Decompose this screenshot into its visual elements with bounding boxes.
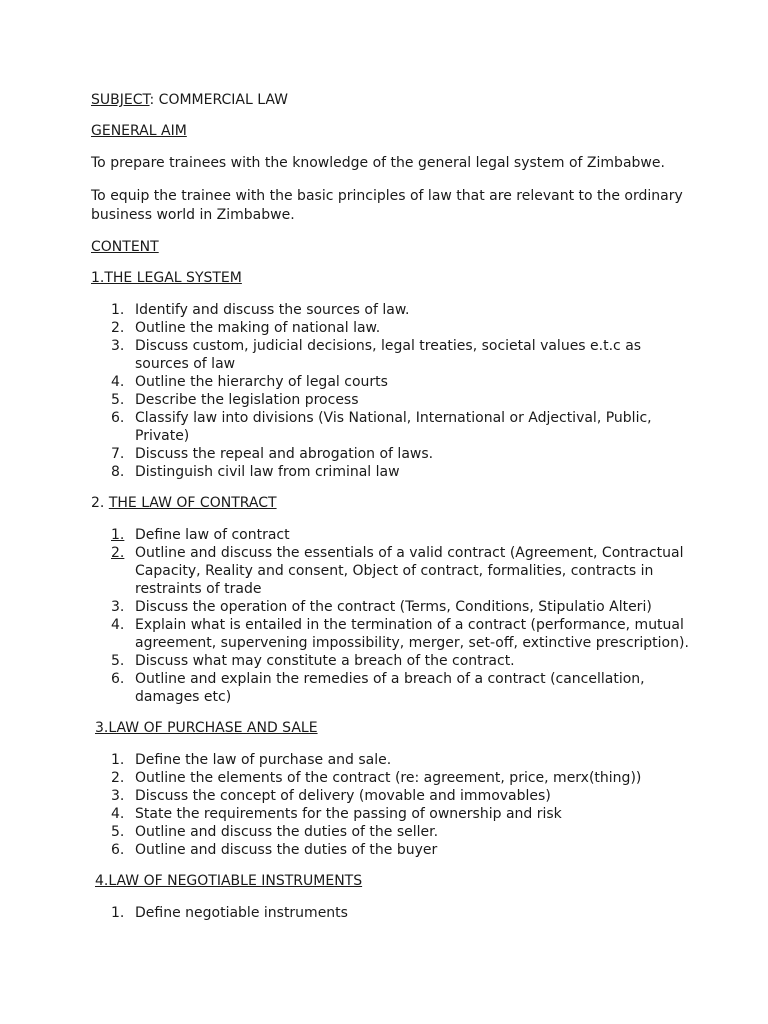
general-aim-heading: GENERAL AIM [91,123,187,139]
list-item-text: Outline and discuss the essentials of a valid contract (Agreement, Contractual Capacity, Reality and consent, Object of contract, formalities, contracts in restraints of trade [135,545,684,597]
list-item [91,445,691,463]
list-item-text: Describe the legislation process [135,392,359,408]
subject-label: SUBJECT [91,92,150,108]
section2-list [91,526,691,706]
general-aim-paragraph-1: To prepare trainees with the knowledge of the general legal system of Zimbabwe. [91,155,665,171]
list-item-text: Classify law into divisions (Vis National, International or Adjectival, Public, Private) [135,410,652,444]
section2-prefix: 2. [91,495,109,511]
section4-list [91,904,691,922]
list-item-number: 3. [111,338,125,354]
list-item-text: Discuss the repeal and abrogation of laws. [135,446,434,462]
section2-heading-line [91,495,691,512]
list-item [91,652,691,670]
list-item-number: 5. [111,824,125,840]
list-item-number: 7. [111,446,125,462]
list-item [91,670,691,706]
list-item-text: Define negotiable instruments [135,905,348,921]
list-item-number: 5. [111,392,125,408]
list-item-number: 2. [111,545,125,561]
list-item-text: Outline and discuss the duties of the buyer [135,842,438,858]
list-item-number: 4. [111,806,125,822]
section3-list [91,751,691,859]
list-item-number: 8. [111,464,125,480]
list-item [91,787,691,805]
list-item [91,841,691,859]
list-item [91,769,691,787]
list-item-text: Discuss custom, judicial decisions, legal treaties, societal values e.t.c as sources of law [135,338,642,372]
list-item-number: 1. [111,752,125,768]
list-item-number: 1. [111,302,125,318]
list-item [91,526,691,544]
section4-heading: 4.LAW OF NEGOTIABLE INSTRUMENTS [95,873,363,889]
list-item-text: Define law of contract [135,527,290,543]
content-heading: CONTENT [91,239,159,255]
section1-heading-line [91,270,691,287]
list-item [91,337,691,373]
list-item-number: 6. [111,410,125,426]
list-item-number: 6. [111,671,125,687]
list-item-number: 1. [111,527,125,543]
section2-heading: THE LAW OF CONTRACT [108,495,277,511]
section1-list [91,301,691,481]
section1-heading: 1.THE LEGAL SYSTEM [91,270,242,286]
list-item [91,823,691,841]
list-item [91,409,691,445]
list-item-number: 2. [111,770,125,786]
section3-heading: 3.LAW OF PURCHASE AND SALE [95,720,318,736]
list-item-text: Identify and discuss the sources of law. [135,302,410,318]
list-item-number: 4. [111,617,125,633]
list-item-number: 3. [111,788,125,804]
list-item [91,616,691,652]
list-item-text: Explain what is entailed in the termination of a contract (performance, mutual agreement, supervening impossibility, merger, set-off, extinctive prescription). [135,617,689,651]
content-heading-line [91,239,691,256]
list-item-number: 3. [111,599,125,615]
section3-heading-line [91,720,691,737]
list-item-text: Define the law of purchase and sale. [135,752,392,768]
subject-line [91,92,691,109]
list-item-number: 5. [111,653,125,669]
general-aim-paragraph-2: To equip the trainee with the basic principles of law that are relevant to the ordinary business world in Zimbabwe. [91,188,683,223]
list-item [91,751,691,769]
list-item-text: Outline and discuss the duties of the seller. [135,824,439,840]
list-item-text: Distinguish civil law from criminal law [135,464,400,480]
list-item-number: 2. [111,320,125,336]
list-item-text: Outline the elements of the contract (re: agreement, price, merx(thing)) [135,770,642,786]
list-item [91,598,691,616]
list-item-text: Discuss the concept of delivery (movable and immovables) [135,788,551,804]
section4-heading-line [91,873,691,890]
list-item-text: Outline and explain the remedies of a breach of a contract (cancellation, damages etc) [135,671,645,705]
list-item-text: State the requirements for the passing of ownership and risk [135,806,562,822]
list-item-number: 4. [111,374,125,390]
list-item [91,463,691,481]
subject-value: : COMMERCIAL LAW [149,92,289,108]
list-item-number: 1. [111,905,125,921]
list-item-text: Outline the hierarchy of legal courts [135,374,388,390]
list-item [91,391,691,409]
list-item [91,805,691,823]
list-item-text: Discuss the operation of the contract (Terms, Conditions, Stipulatio Alteri) [135,599,652,615]
list-item [91,904,691,922]
list-item [91,373,691,391]
list-item [91,319,691,337]
list-item-text: Outline the making of national law. [135,320,381,336]
list-item [91,544,691,598]
document-page [91,92,691,936]
list-item-text: Discuss what may constitute a breach of the contract. [135,653,515,669]
list-item [91,301,691,319]
list-item-number: 6. [111,842,125,858]
